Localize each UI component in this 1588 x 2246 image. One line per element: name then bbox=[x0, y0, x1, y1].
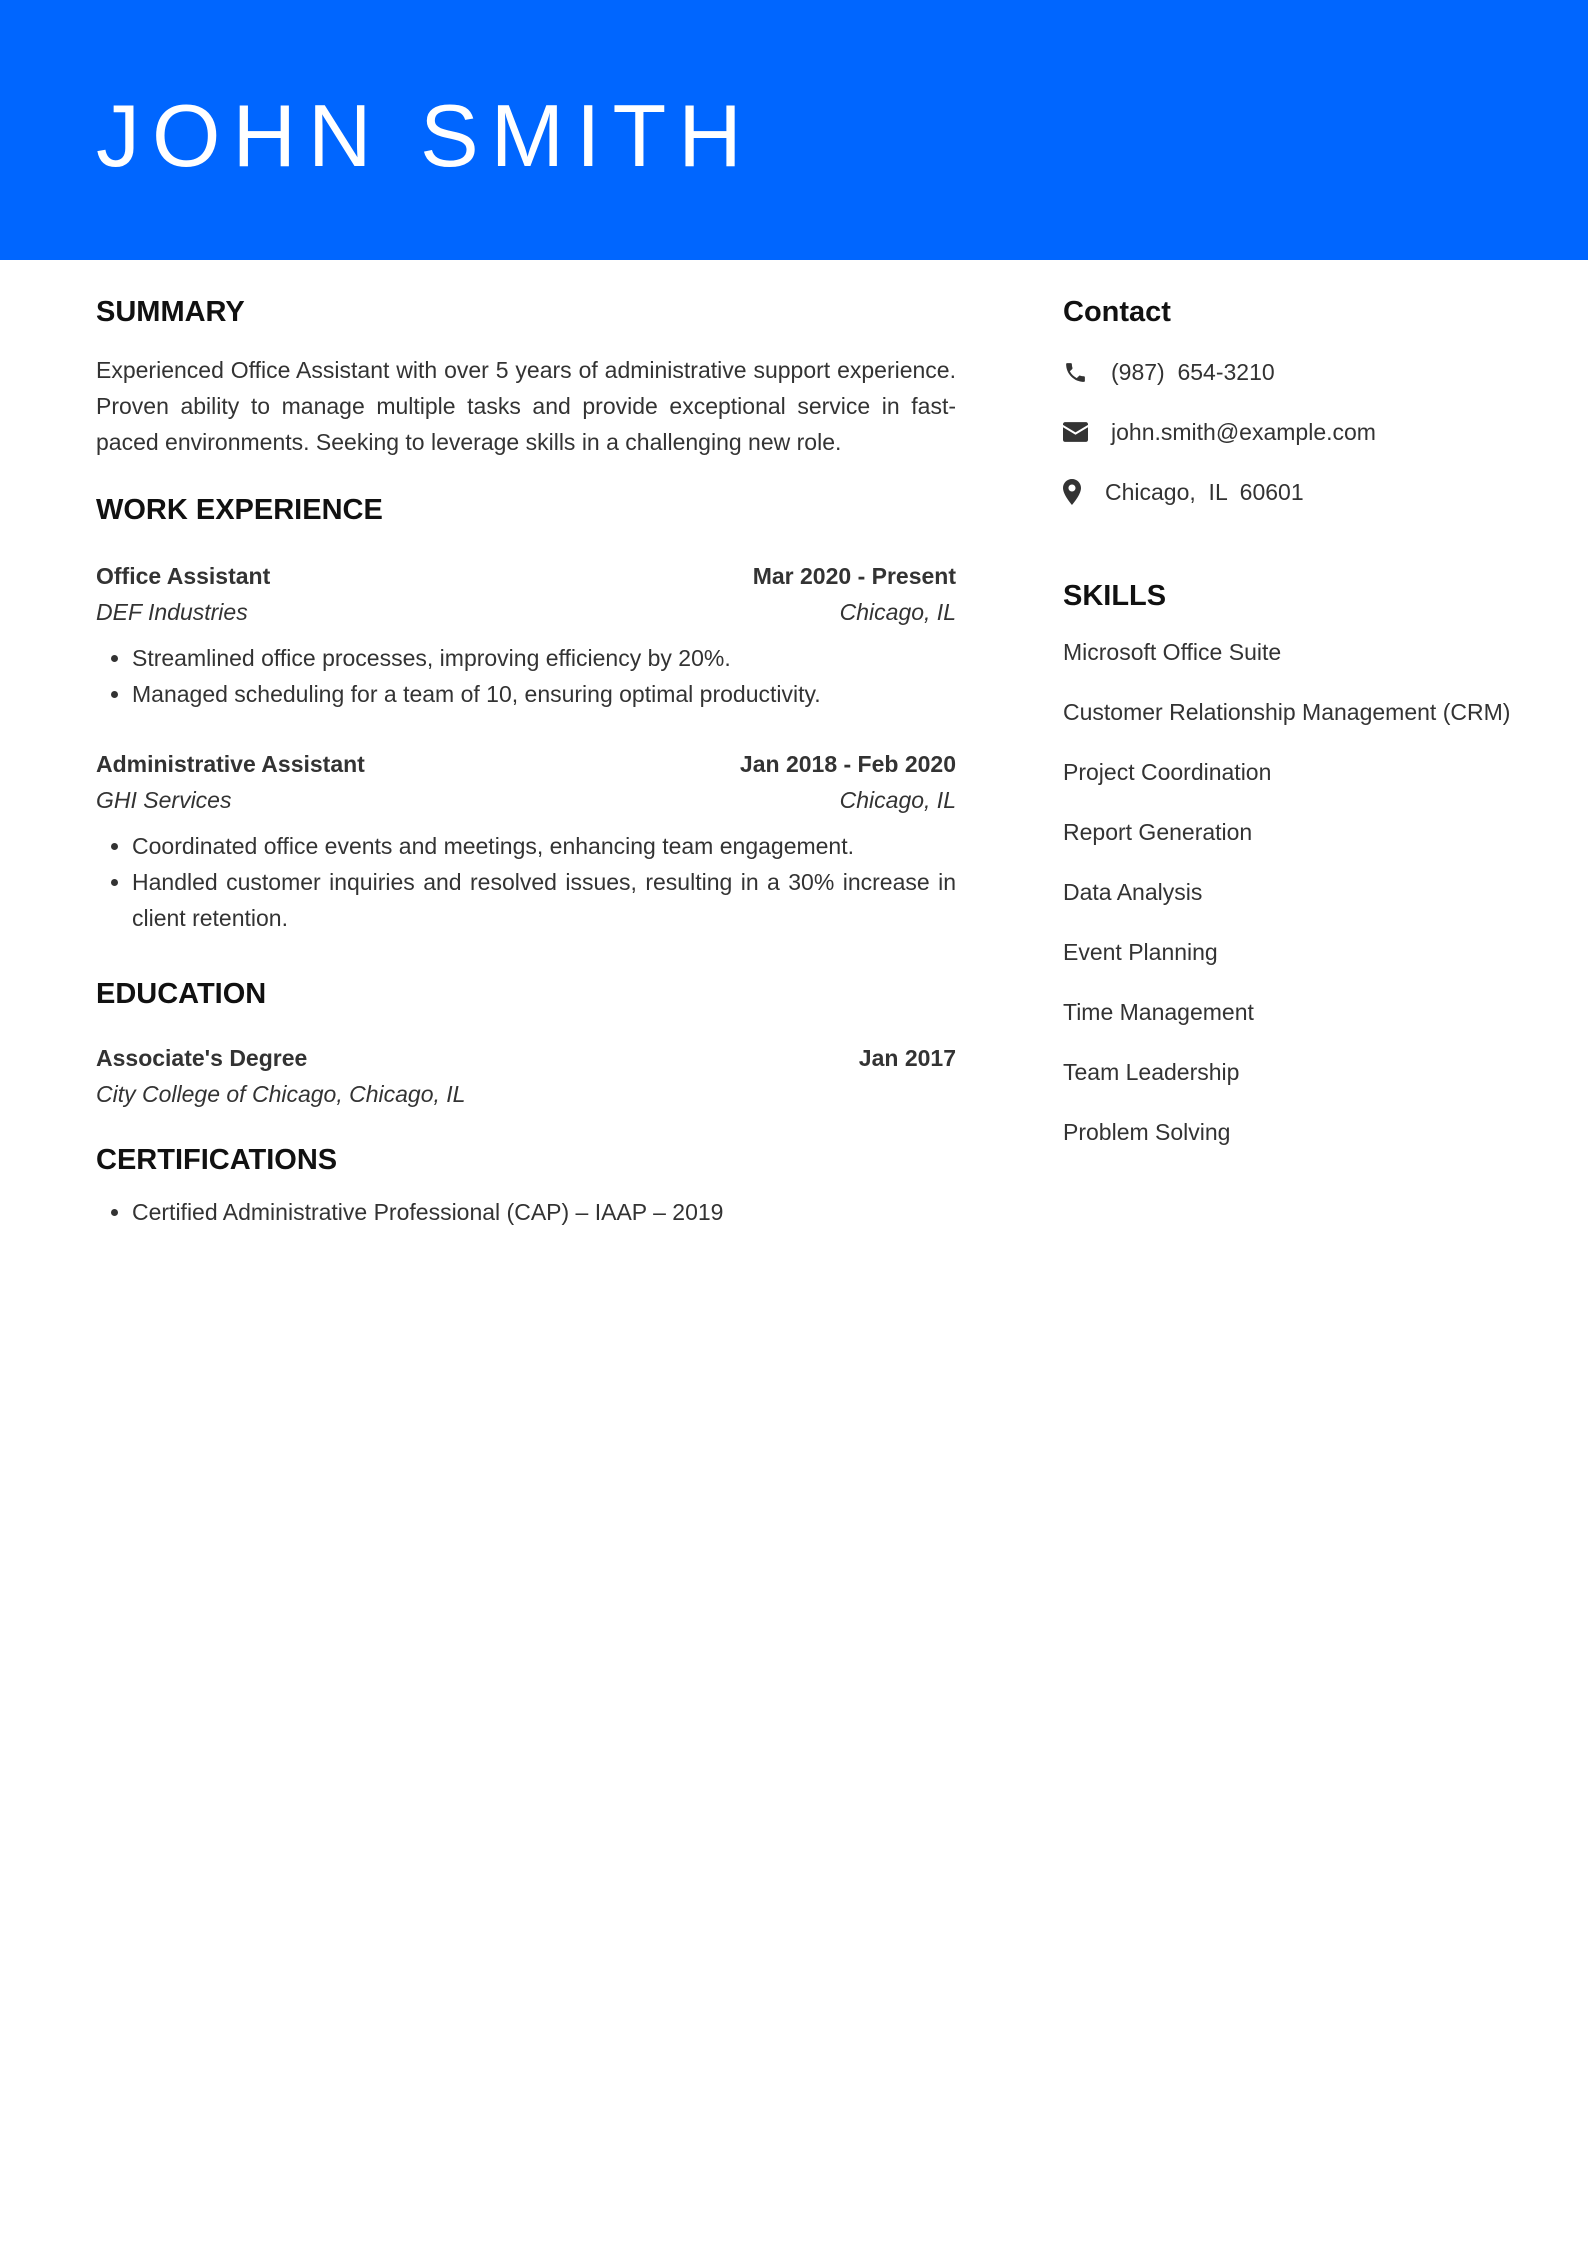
certifications-list bbox=[96, 1194, 956, 1230]
degree: Associate's Degree bbox=[96, 1045, 308, 1071]
education-section bbox=[96, 970, 956, 1112]
skill-item: Customer Relationship Management (CRM) bbox=[1063, 699, 1511, 725]
location-text: Chicago, IL 60601 bbox=[1105, 479, 1304, 505]
certification-item: • Certified Administrative Professional (CAP) – IAAP – 2019 bbox=[132, 1194, 956, 1230]
job-bullet: • Managed scheduling for a team of 10, ensuring optimal productivity. bbox=[132, 676, 956, 712]
sidebar-column bbox=[1063, 288, 1523, 1174]
skill-item: Report Generation bbox=[1063, 819, 1253, 845]
job-dates: Jan 2018 - Feb 2020 bbox=[739, 751, 956, 777]
job-bullets bbox=[96, 828, 956, 936]
main-column bbox=[96, 288, 956, 1230]
skill-item: Data Analysis bbox=[1063, 879, 1203, 905]
job-entry bbox=[96, 746, 956, 936]
header-band bbox=[0, 0, 1588, 260]
summary-text: Experienced Office Assistant with over 5 years of administrative support experience. Proven ability to manage multiple tasks and provide exceptional service in fast-paced environments. Seeking to leverage skills in a challenging new role. bbox=[96, 357, 956, 455]
skill-item: Project Coordination bbox=[1063, 759, 1272, 785]
job-bullet: • Coordinated office events and meetings, enhancing team engagement. bbox=[132, 828, 956, 864]
school: City College of Chicago, Chicago, IL bbox=[96, 1081, 466, 1107]
skill-item: Time Management bbox=[1063, 999, 1254, 1025]
job-bullet: • Handled customer inquiries and resolved issues, resulting in a 30% increase in client retention. bbox=[132, 864, 956, 936]
job-location: Chicago, IL bbox=[839, 787, 956, 813]
skill-item: Team Leadership bbox=[1063, 1059, 1240, 1085]
job-role: Administrative Assistant bbox=[96, 751, 365, 777]
skills-section bbox=[1063, 572, 1523, 1150]
skill-item: Microsoft Office Suite bbox=[1063, 639, 1282, 665]
education-entry bbox=[96, 1040, 956, 1112]
summary-heading: SUMMARY bbox=[96, 296, 245, 328]
email-text: john.smith@example.com bbox=[1111, 419, 1376, 445]
education-date: Jan 2017 bbox=[858, 1045, 956, 1071]
candidate-name: JOHN SMITH bbox=[96, 86, 754, 185]
education-heading: EDUCATION bbox=[96, 978, 267, 1010]
envelope-icon bbox=[1063, 422, 1111, 442]
certifications-heading: CERTIFICATIONS bbox=[96, 1144, 338, 1176]
job-entry bbox=[96, 558, 956, 712]
contact-heading: Contact bbox=[1063, 296, 1171, 328]
map-pin-icon bbox=[1063, 479, 1105, 505]
job-company: DEF Industries bbox=[96, 599, 248, 625]
job-bullet: • Streamlined office processes, improving efficiency by 20%. bbox=[132, 640, 956, 676]
skills-list bbox=[1063, 634, 1523, 1150]
certifications-section bbox=[96, 1136, 956, 1230]
phone-text: (987) 654-3210 bbox=[1111, 359, 1275, 385]
skill-item: Event Planning bbox=[1063, 939, 1218, 965]
job-location: Chicago, IL bbox=[839, 599, 956, 625]
job-role: Office Assistant bbox=[96, 563, 271, 589]
work-experience-section bbox=[96, 486, 956, 936]
skill-item: Problem Solving bbox=[1063, 1119, 1231, 1145]
work-experience-heading: WORK EXPERIENCE bbox=[96, 494, 383, 526]
summary-section bbox=[96, 288, 956, 460]
phone-icon bbox=[1063, 360, 1111, 385]
contact-location bbox=[1063, 474, 1523, 510]
job-company: GHI Services bbox=[96, 787, 232, 813]
contact-section bbox=[1063, 288, 1523, 510]
job-dates: Mar 2020 - Present bbox=[752, 563, 956, 589]
skills-heading: SKILLS bbox=[1063, 580, 1167, 612]
contact-email[interactable] bbox=[1063, 414, 1523, 450]
contact-phone[interactable] bbox=[1063, 354, 1523, 390]
job-bullets bbox=[96, 640, 956, 712]
